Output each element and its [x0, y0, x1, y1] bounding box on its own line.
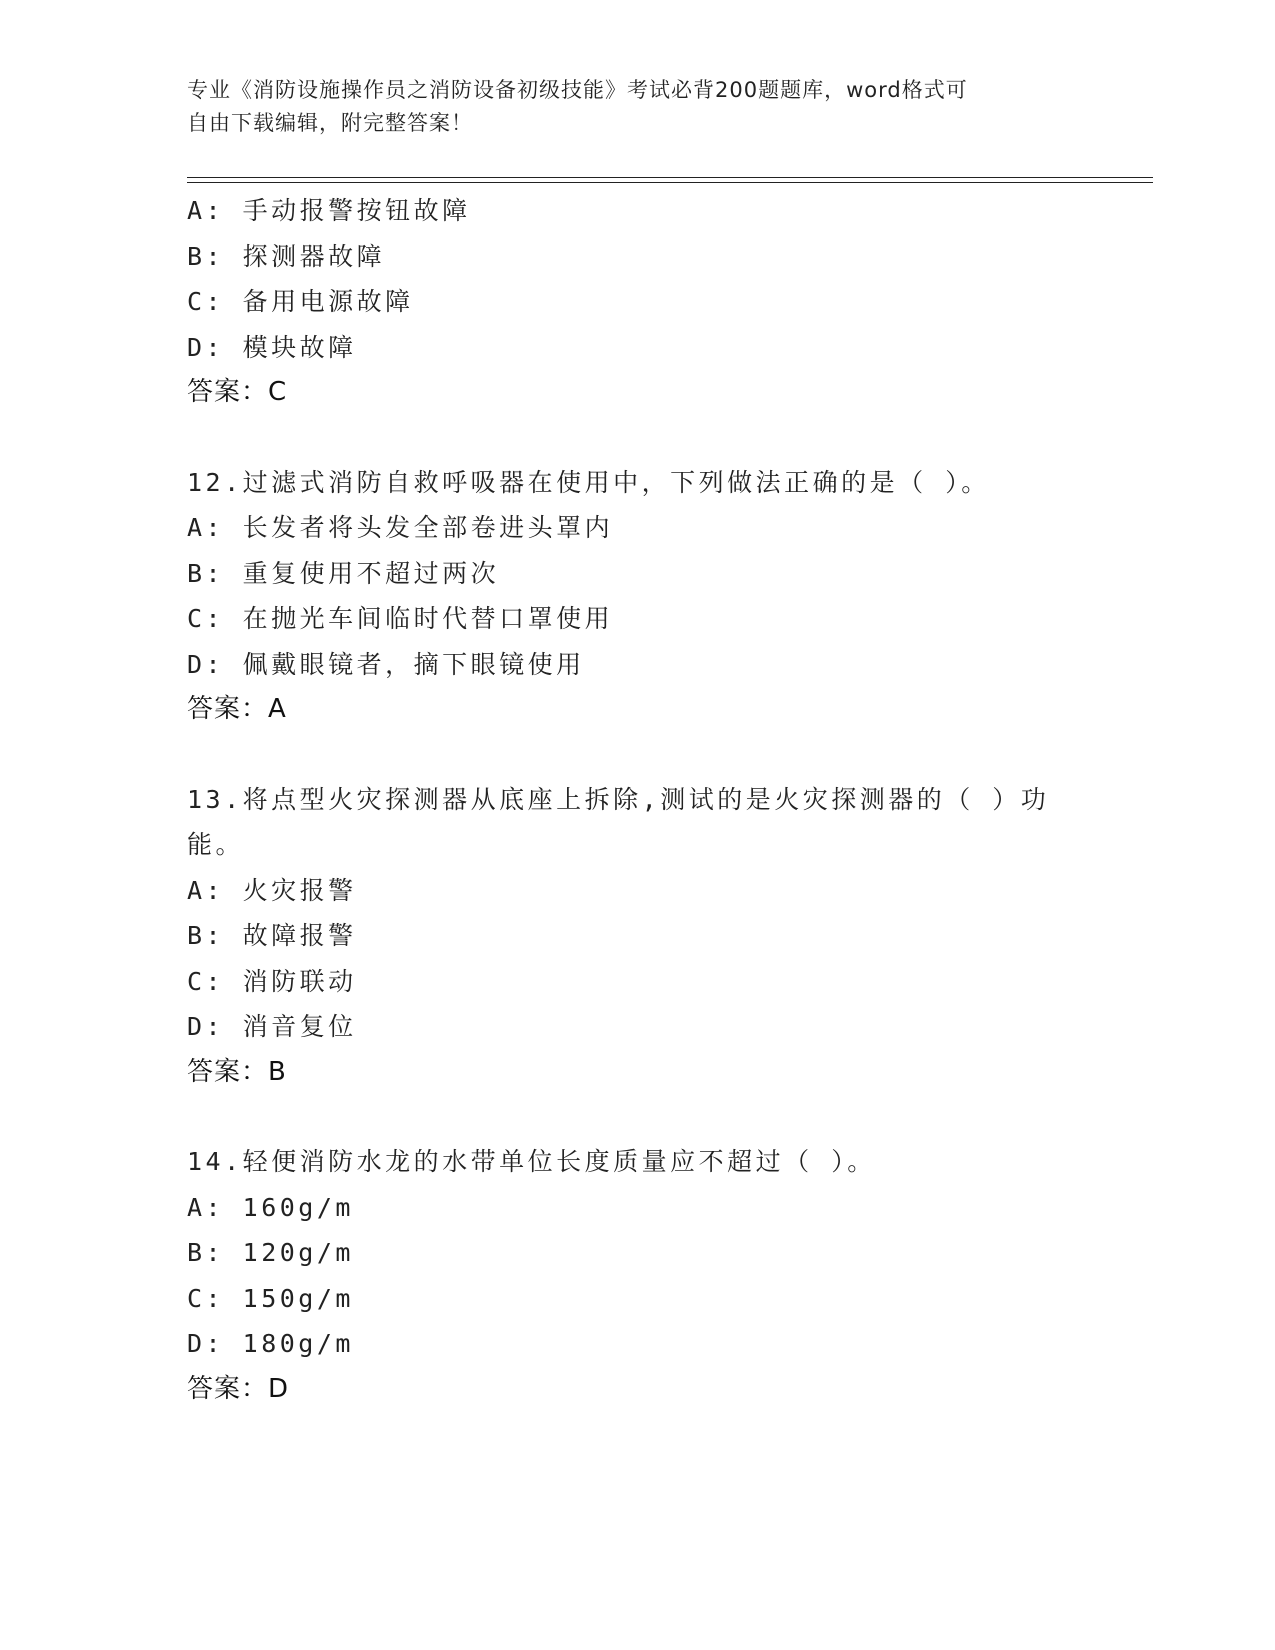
answer-line: 答案：C [187, 377, 288, 407]
spacer [187, 416, 1087, 460]
option-c: C: 消防联动 [187, 966, 357, 996]
option-d: D: 180g/m [187, 1329, 354, 1358]
question-block-14 [187, 1139, 1087, 1412]
question-list [187, 188, 1087, 1412]
option-c: C: 150g/m [187, 1283, 354, 1313]
answer-line: 答案：D [187, 1373, 290, 1404]
option-b: B: 故障报警 [187, 921, 357, 950]
option-d: D: 佩戴眼镜者，摘下眼镜使用 [187, 649, 585, 679]
question-stem: 13.将点型火灾探测器从底座上拆除,测试的是火灾探测器的（ ）功能。 [187, 784, 1050, 859]
option-c: C: 备用电源故障 [187, 287, 414, 316]
question-stem: 14.轻便消防水龙的水带单位长度质量应不超过（ ）。 [187, 1147, 876, 1176]
answer-line: 答案：B [187, 1056, 287, 1087]
question-block-13 [187, 777, 1087, 1096]
option-d: D: 消音复位 [187, 1012, 357, 1041]
option-a: A: 长发者将头发全部卷进头罩内 [187, 513, 614, 542]
question-block-11 [187, 188, 1087, 416]
question-block-12 [187, 460, 1087, 733]
spacer [187, 1095, 1087, 1139]
header-title-line-2: 自由下载编辑，附完整答案！ [187, 111, 473, 135]
option-a: A: 火灾报警 [187, 875, 357, 905]
answer-line: 答案：A [187, 694, 287, 724]
question-stem: 12.过滤式消防自救呼吸器在使用中，下列做法正确的是（ ）。 [187, 467, 990, 497]
option-c: C: 在抛光车间临时代替口罩使用 [187, 604, 614, 633]
page-header [187, 74, 1067, 140]
option-a: A: 160g/m [187, 1192, 354, 1222]
header-divider-top [187, 177, 1153, 178]
header-title-line-1: 专业《消防设施操作员之消防设备初级技能》考试必背200题题库，word格式可 [187, 78, 968, 102]
option-b: B: 探测器故障 [187, 241, 386, 271]
option-b: B: 120g/m [187, 1238, 354, 1267]
spacer [187, 733, 1087, 777]
header-divider-bottom [187, 182, 1153, 183]
option-b: B: 重复使用不超过两次 [187, 558, 500, 588]
option-d: D: 模块故障 [187, 332, 357, 362]
option-a: A: 手动报警按钮故障 [187, 196, 471, 225]
